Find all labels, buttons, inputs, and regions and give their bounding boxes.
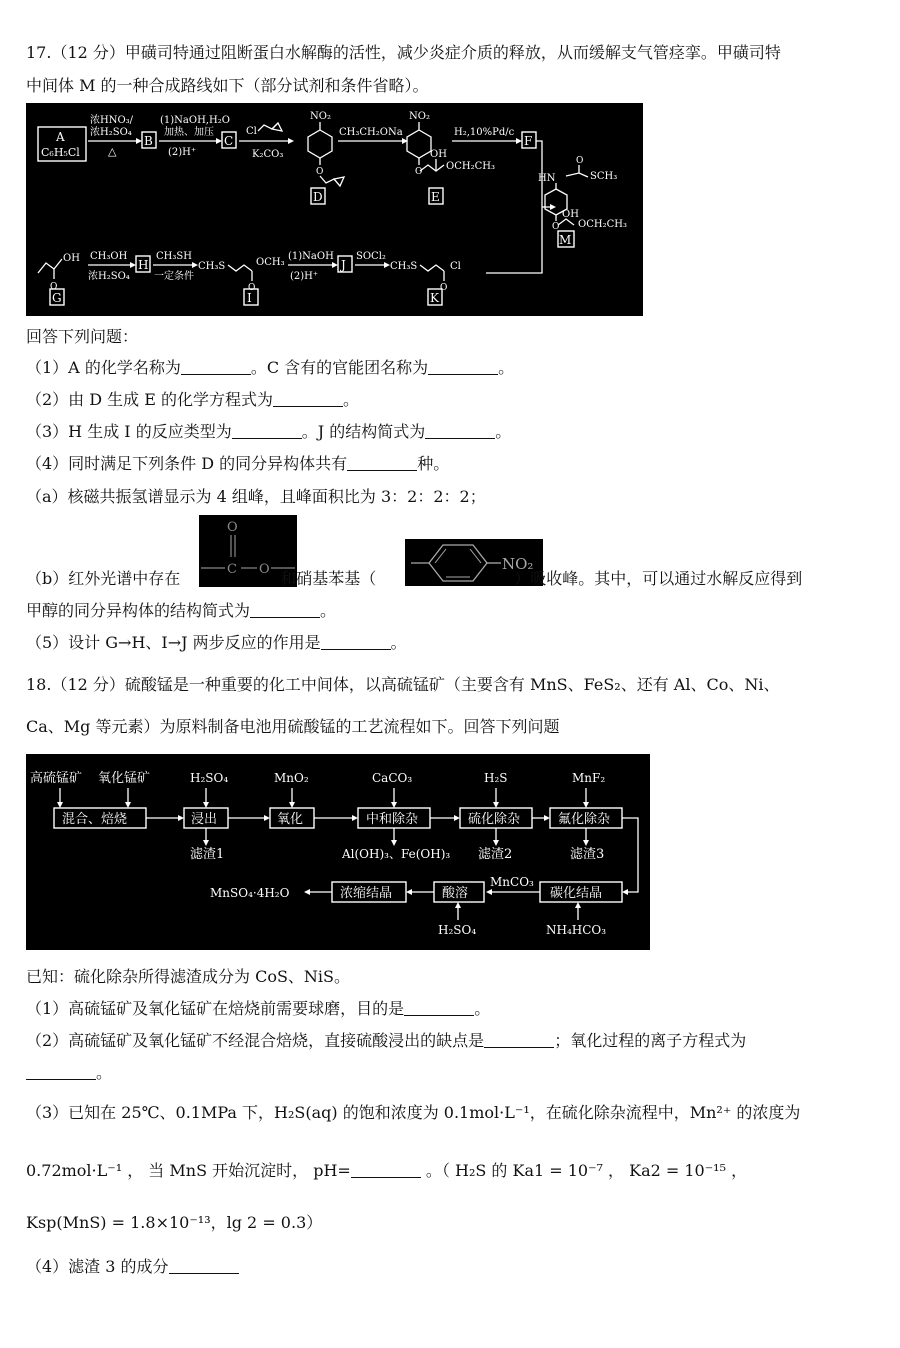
answer-blank-residue3[interactable] xyxy=(169,1257,239,1274)
d-no2: NO₂ xyxy=(310,111,331,122)
e-och2ch3: OCH₂CH₃ xyxy=(446,161,495,172)
flow-arrow-7-8-head xyxy=(486,889,492,895)
reagent-jk-top: SOCl₂ xyxy=(356,251,386,262)
nitrophenyl-inner-2 xyxy=(470,549,481,563)
compound-a-label: A xyxy=(56,130,65,144)
q17-condition-b xyxy=(26,568,802,590)
q17-condition-a: （a）核磁共振氢谱显示为 4 组峰，且峰面积比为 3：2：2：2； xyxy=(26,487,486,506)
flow-box-leach-label: 浸出 xyxy=(191,812,218,827)
flow-arrow-out4-head xyxy=(391,840,397,846)
q18-part3-text-a: 0.72mol·L⁻¹ ， 当 MnS 开始沉淀时， pH= xyxy=(26,1161,351,1180)
compound-i-label: I xyxy=(247,291,252,305)
reagent-gh-bottom: 浓H₂SO₄ xyxy=(88,271,130,282)
reagent-bc-top2: 加热、加压 xyxy=(164,127,214,138)
answer-blank-ball-mill[interactable] xyxy=(404,999,474,1016)
flow-arrow-3-4-head xyxy=(352,815,358,821)
compound-c-label: C xyxy=(224,134,234,148)
flow-box-fluoride-label: 氟化除杂 xyxy=(558,812,611,827)
reagent-ef-top: H₂,10%Pd/c xyxy=(454,127,515,138)
q17-part5-text-b: 。 xyxy=(390,633,407,652)
m-och2ch3: OCH₂CH₃ xyxy=(578,219,627,230)
q17-intro-line1: 17.（12 分）甲磺司特通过阻断蛋白水解酶的活性，减少炎症介质的释放，从而缓解支气管痉挛。甲磺司特 xyxy=(26,43,781,62)
q17-part3 xyxy=(26,421,511,443)
compound-a-formula: C₆H₅Cl xyxy=(41,146,80,159)
reagent-de-top: CH₃CH₂ONa xyxy=(339,127,403,138)
k-cl: Cl xyxy=(450,261,461,272)
q18-intro-line1: 18.（12 分）硫酸锰是一种重要的化工中间体，以高硫锰矿（主要含有 MnS、FeS₂、还有 Al、Co、Ni、 xyxy=(26,675,780,694)
q17-part4 xyxy=(26,453,449,475)
answer-blank-methanol-isomer[interactable] xyxy=(250,601,320,618)
answer-blank-a-name[interactable] xyxy=(181,358,251,375)
q17-intro-line2: 中间体 M 的一种合成路线如下（部分试剂和条件省略）。 xyxy=(26,76,429,95)
answer-blank-reaction-type[interactable] xyxy=(232,422,302,439)
compound-f-label: F xyxy=(524,134,533,148)
compound-e-label: E xyxy=(431,190,440,204)
q17-part1-text-a: （1）A 的化学名称为 xyxy=(26,358,181,377)
flow-box-roast-label: 混合、焙烧 xyxy=(62,812,128,827)
q18-part3-line1: （3）已知在 25℃、0.1MPa 下，H₂S(aq) 的饱和浓度为 0.1mol·L⁻¹，在硫化除杂流程中，Mn²⁺ 的浓度为 xyxy=(26,1103,801,1122)
q17-condition-b-text-5: 。 xyxy=(320,601,337,620)
ester-c: C xyxy=(227,562,237,577)
answer-blank-drawback[interactable] xyxy=(484,1031,554,1048)
d-side-chain xyxy=(320,176,340,186)
connector-to-m-head xyxy=(550,204,556,210)
flow-arrow-r2-head xyxy=(203,802,209,808)
q17-condition-b-text-4: 甲醇的同分异构体的结构简式为 xyxy=(26,601,251,620)
synthesis-scheme-svg xyxy=(26,103,643,316)
compound-d-label: D xyxy=(313,190,323,204)
m-amide-chain xyxy=(566,173,588,177)
reagent-ij-bottom: (2)H⁺ xyxy=(290,271,319,282)
synthesis-scheme xyxy=(26,103,643,316)
flow-arrow-2-3-head xyxy=(264,815,270,821)
flow-arrow-in1-head xyxy=(57,802,63,808)
answer-blank-isomer-count[interactable] xyxy=(347,454,417,471)
q18-part2 xyxy=(26,1030,746,1052)
reagent-hi-bottom: 一定条件 xyxy=(154,271,194,282)
i-ch3s: CH₃S xyxy=(198,261,226,272)
flow-box-crystallize-label: 浓缩结晶 xyxy=(340,886,393,901)
q18-part3-line2 xyxy=(26,1160,747,1182)
q18-part2-cont xyxy=(26,1062,112,1084)
e-benzene-ring xyxy=(407,130,431,158)
q18-part2-text-c: 。 xyxy=(96,1063,113,1082)
m-oh: OH xyxy=(562,209,579,220)
q17-part1-text-b: 。C 含有的官能团名称为 xyxy=(250,358,429,377)
reagent-cd-bottom: K₂CO₃ xyxy=(252,149,284,160)
flow-arrow-out5-head xyxy=(493,840,499,846)
flow-output-residue3: 滤渣3 xyxy=(570,847,605,862)
flow-input-ore1: 高硫锰矿 xyxy=(30,771,83,786)
epoxide-ring xyxy=(272,123,282,131)
d-epoxide xyxy=(334,177,344,186)
q18-part4-text-a: （4）滤渣 3 的成分 xyxy=(26,1257,169,1276)
answer-blank-purpose[interactable] xyxy=(321,633,391,650)
process-flowchart xyxy=(26,754,650,950)
reagent-ab-top2: 浓H₂SO₄ xyxy=(90,127,132,138)
q17-condition-b-text-3: ）吸收峰。其中，可以通过水解反应得到 xyxy=(514,569,803,588)
flow-output-residue1: 滤渣1 xyxy=(190,847,225,862)
answer-blank-d-e-equation[interactable] xyxy=(273,390,343,407)
flow-arrow-r4-head xyxy=(391,802,397,808)
flow-arrow-5-6-head xyxy=(544,815,550,821)
q18-known: 已知：硫化除杂所得滤渣成分为 CoS、NiS。 xyxy=(26,967,351,986)
flow-reagent-caco3: CaCO₃ xyxy=(372,771,413,785)
q17-part3-text-b: 。J 的结构简式为 xyxy=(301,422,426,441)
q17-condition-b-text-1: （b）红外光谱中存在 xyxy=(26,569,181,588)
q17-condition-b-text-2: 和硝基苯基（ xyxy=(280,569,377,588)
flow-box-sulfide-label: 硫化除杂 xyxy=(468,812,521,827)
nitrophenyl-no2: NO₂ xyxy=(502,555,534,573)
flow-product: MnSO₄·4H₂O xyxy=(210,886,290,900)
arrow-e-f-head xyxy=(516,138,522,144)
q18-part3-line3: Ksp(MnS) = 1.8×10⁻¹³，lg 2 = 0.3） xyxy=(26,1213,323,1232)
e-o: O xyxy=(415,167,423,177)
k-chain xyxy=(420,265,444,271)
q17-part3-text-c: 。 xyxy=(495,422,512,441)
q18-part2-text-b: ；氧化过程的离子方程式为 xyxy=(554,1031,747,1050)
q18-part4 xyxy=(26,1256,239,1278)
compound-m-label: M xyxy=(559,233,572,247)
q18-part1-text-a: （1）高硫锰矿及氧化锰矿在焙烧前需要球磨，目的是 xyxy=(26,999,405,1018)
q17-part3-text-a: （3）H 生成 I 的反应类型为 xyxy=(26,422,232,441)
flow-arrow-r3-head xyxy=(289,802,295,808)
reagent-hi-top: CH₃SH xyxy=(156,251,192,262)
i-chain xyxy=(228,265,252,271)
q17-part2-text-a: （2）由 D 生成 E 的化学方程式为 xyxy=(26,390,274,409)
reagent-cd-cl: Cl xyxy=(246,126,257,137)
flow-reagent-h2s: H₂S xyxy=(484,771,508,785)
q18-part1 xyxy=(26,998,490,1020)
q17-part1-text-c: 。 xyxy=(498,358,515,377)
flow-reagent-mno2: MnO₂ xyxy=(274,771,309,785)
e-side-chain xyxy=(420,165,444,171)
i-och3: OCH₃ xyxy=(256,257,285,268)
g-oh: OH xyxy=(63,253,80,264)
compound-j-label: J xyxy=(341,258,346,272)
reagent-ab-top1: 浓HNO₃/ xyxy=(90,115,134,126)
flow-arrow-out2-head xyxy=(203,840,209,846)
flow-box-oxidize-label: 氧化 xyxy=(277,812,304,827)
flow-connector-down xyxy=(622,818,638,892)
q17-part2 xyxy=(26,389,359,411)
flow-arrow-in2-head xyxy=(125,802,131,808)
flow-reagent-h2so4-2: H₂SO₄ xyxy=(438,923,477,937)
ester-o-right: O xyxy=(259,562,270,577)
flow-connector-down-head xyxy=(622,889,628,895)
reagent-bc-bottom: (2)H⁺ xyxy=(168,147,197,158)
q17-condition-b-cont xyxy=(26,600,336,622)
reagent-ab-bottom: △ xyxy=(108,145,117,158)
arrow-i-j-head xyxy=(332,262,338,268)
flow-arrow-r7-head xyxy=(575,902,581,908)
arrow-a-b-head xyxy=(136,138,142,144)
m-hn: HN xyxy=(538,173,556,184)
flow-arrow-out6-head xyxy=(583,840,589,846)
q17-part4-text-a: （4）同时满足下列条件 D 的同分异构体共有 xyxy=(26,454,348,473)
m-o-top: O xyxy=(576,156,584,166)
answer-blank-j-structure[interactable] xyxy=(425,422,495,439)
m-o: O xyxy=(552,222,560,232)
flow-arrow-8-9-head xyxy=(406,889,412,895)
flow-box-acid-dissolve-label: 酸溶 xyxy=(442,886,469,901)
flow-arrow-r5-head xyxy=(493,802,499,808)
flow-reagent-h2so4: H₂SO₄ xyxy=(190,771,229,785)
q17-part5-text-a: （5）设计 G→H、I→J 两步反应的作用是 xyxy=(26,633,321,652)
flow-input-ore2: 氧化锰矿 xyxy=(98,771,151,786)
arrow-g-h-head xyxy=(130,262,136,268)
flow-arrow-r8-head xyxy=(455,902,461,908)
k-ch3s: CH₃S xyxy=(390,261,418,272)
flow-box-neutralize-label: 中和除杂 xyxy=(366,812,419,827)
e-no2: NO₂ xyxy=(409,111,430,122)
process-flowchart-svg xyxy=(26,754,650,950)
q18-part1-text-b: 。 xyxy=(474,999,491,1018)
q17-answer-intro: 回答下列问题： xyxy=(26,327,139,346)
arrow-b-c-head xyxy=(216,138,222,144)
flow-arrow-1-2-head xyxy=(178,815,184,821)
reagent-ij-top: (1)NaOH xyxy=(288,251,334,262)
flow-box-carbonate-label: 碳化结晶 xyxy=(550,886,603,901)
k-o: O xyxy=(440,283,448,293)
q18-part2-text-a: （2）高硫锰矿及氧化锰矿不经混合焙烧，直接硫酸浸出的缺点是 xyxy=(26,1031,485,1050)
q17-part2-text-b: 。 xyxy=(343,390,360,409)
answer-blank-ph[interactable] xyxy=(351,1161,421,1178)
q18-part3-text-b: 。（ H₂S 的 Ka1 = 10⁻⁷ ， Ka2 = 10⁻¹⁵ ， xyxy=(420,1161,748,1180)
flow-reagent-mnf2: MnF₂ xyxy=(572,771,606,785)
i-o: O xyxy=(248,283,256,293)
compound-k-label: K xyxy=(430,291,439,305)
g-o: O xyxy=(50,282,58,292)
flow-intermediate-mnco3: MnCO₃ xyxy=(490,875,534,889)
e-oh: OH xyxy=(430,149,447,160)
m-sch3: SCH₃ xyxy=(590,171,618,182)
compound-b-label: B xyxy=(144,134,153,148)
answer-blank-ionic-equation[interactable] xyxy=(26,1063,96,1080)
g-chain xyxy=(38,259,62,273)
flow-arrow-9-product-head xyxy=(304,889,310,895)
flow-arrow-4-5-head xyxy=(454,815,460,821)
compound-g-label: G xyxy=(52,291,62,305)
d-benzene-ring xyxy=(308,130,332,158)
q17-part5 xyxy=(26,632,407,654)
compound-h-label: H xyxy=(138,258,149,272)
q17-part1 xyxy=(26,357,514,379)
arrow-c-d-head xyxy=(288,138,294,144)
nitrophenyl-inner-1 xyxy=(435,549,446,563)
answer-blank-c-group[interactable] xyxy=(428,358,498,375)
reagent-gh-top: CH₃OH xyxy=(90,251,128,262)
reagent-bc-top1: (1)NaOH,H₂O xyxy=(160,115,230,126)
flow-output-hydroxides: Al(OH)₃、Fe(OH)₃ xyxy=(342,847,451,861)
q17-part4-text-b: 种。 xyxy=(417,454,450,473)
flow-reagent-nh4hco3: NH₄HCO₃ xyxy=(546,923,607,937)
ester-o-top: O xyxy=(227,520,238,535)
q18-intro-line2: Ca、Mg 等元素）为原料制备电池用硫酸锰的工艺流程如下。回答下列问题 xyxy=(26,717,560,736)
flow-arrow-r6-head xyxy=(583,802,589,808)
flow-output-residue2: 滤渣2 xyxy=(478,847,513,862)
d-o: O xyxy=(316,167,324,177)
